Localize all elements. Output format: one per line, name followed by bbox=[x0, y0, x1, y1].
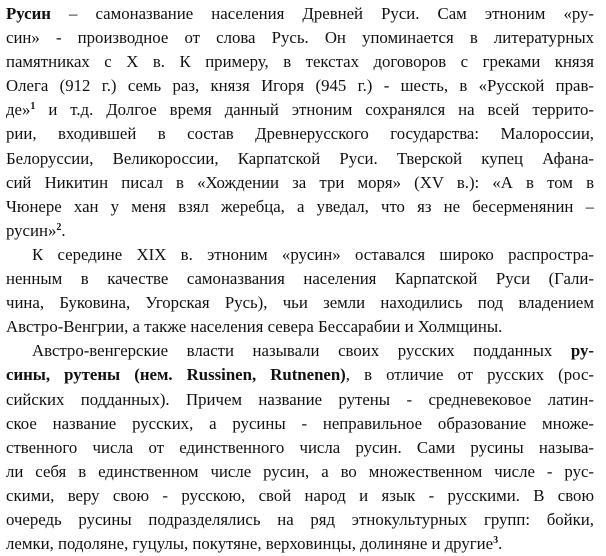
text-line: ненным в качестве самоназвания населения Карпатской Руси (Гали- bbox=[6, 269, 594, 289]
text-line: сийских подданных). Причем название рутены - средневековое латин- bbox=[6, 389, 594, 409]
term-rusin: Русин bbox=[6, 4, 51, 23]
text-line: Австро-венгерские власти называли своих русских подданных ру- bbox=[32, 341, 594, 361]
text-line: очередь русины подразделялись на ряд этнокультурных групп: бойки, bbox=[6, 509, 594, 529]
text-line: ское название русских, а русины - неправильное образование множе- bbox=[6, 413, 594, 433]
paragraph-rusin-definition bbox=[6, 2, 594, 243]
paragraph-xix-century bbox=[6, 243, 594, 339]
footnote-ref[interactable]: 2 bbox=[56, 221, 62, 233]
text-line: ли себя в единственном числе русин, а во множественном числе - рус- bbox=[6, 461, 594, 481]
text-line: Австро-Венгрии, а также населения севера Бессарабии и Холмщины. bbox=[6, 317, 503, 337]
text-line: чина, Буковина, Угорская Русь), чьи земли находились под владением bbox=[6, 293, 594, 313]
text-line: ственного числа от единственного числа русин. Сами русины называ- bbox=[6, 437, 594, 457]
text-line: сины, рутены (нем. Russinen, Rutnenen), в отличие от русских (рос- bbox=[6, 365, 594, 385]
text-line: син» - производное от слова Русь. Он упоминается в литературных bbox=[6, 28, 594, 48]
text-line: рии, входившей в состав Древнерусского государства: Малороссии, bbox=[6, 124, 594, 144]
paragraph-austro-hungarian bbox=[6, 339, 594, 556]
text-line: русин»$^2$. bbox=[6, 220, 66, 240]
footnote-ref[interactable]: 3 bbox=[493, 535, 499, 547]
text-line: Русин – самоназвание населения Древней Руси. Сам этноним «ру- bbox=[6, 4, 594, 23]
text-line: К середине XIX в. этноним «русин» оставался широко распростра- bbox=[32, 244, 594, 264]
text-line: сий Никитин писал в «Хождении за три моря» (XV в.): «А в том в bbox=[6, 172, 594, 192]
text-line: Чюнере хан у меня взял жеребца, а уведал, что яз не бесерменянин – bbox=[6, 196, 594, 216]
text-line: Белоруссии, Великороссии, Карпатской Руси. Тверской купец Афана- bbox=[6, 148, 594, 168]
term-rusiny-bold: ру- bbox=[570, 341, 594, 361]
text-line: де»$^1$ и т.д. Долгое время данный этноним сохранялся на всей террито- bbox=[6, 100, 594, 120]
text-line: лемки, подоляне, гуцулы, покутяне, верховинцы, долиняне и другие$^3$. bbox=[6, 534, 503, 554]
text-line: скими, веру свою - русскою, свой народ и язык - русскими. В свою bbox=[6, 485, 594, 505]
term-rusiny-ruteny: сины, рутены (нем. Russinen, Rutnenen) bbox=[6, 365, 346, 385]
footnote-ref[interactable]: 1 bbox=[30, 101, 36, 113]
text-line: Олега (912 г.) семь раз, князя Игоря (945 г.) - шесть, в «Русской прав- bbox=[6, 76, 594, 96]
text-line: памятниках с X в. К примеру, в текстах договоров с греками князя bbox=[6, 52, 594, 72]
